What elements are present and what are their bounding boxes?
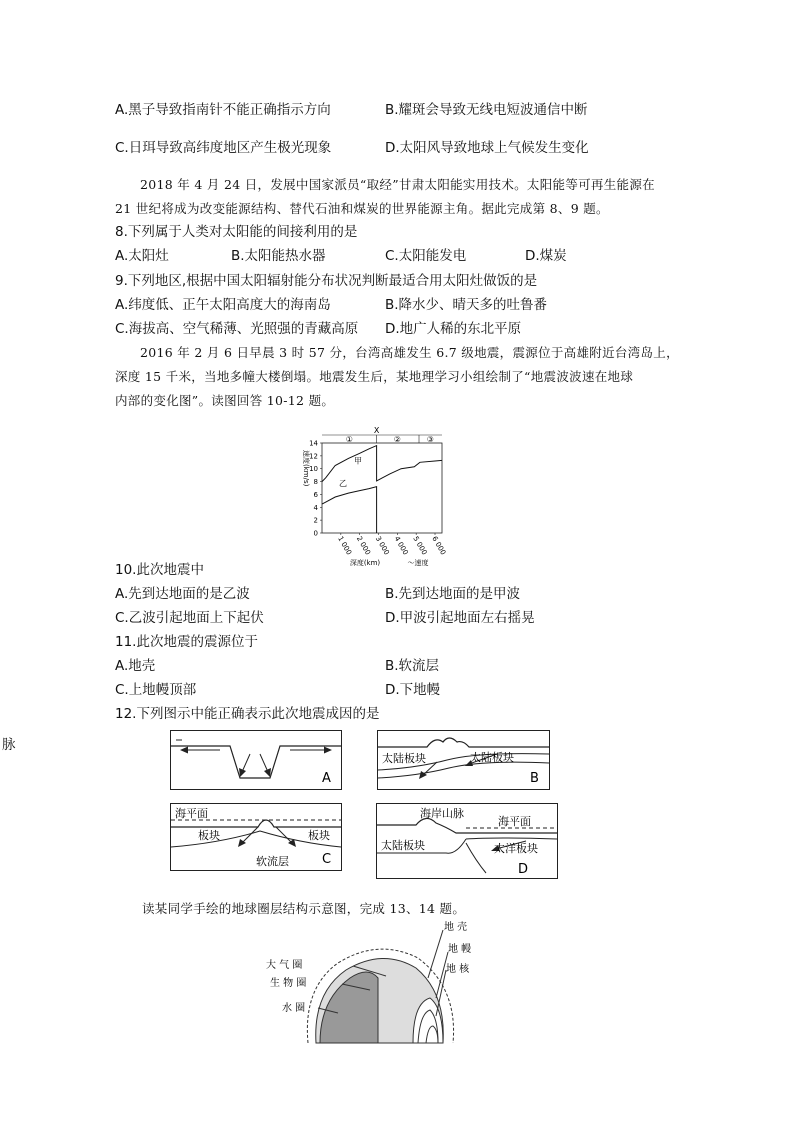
passage1-line2: 21 世纪将成为改变能源结构、替代石油和煤炭的世界能源主角。据此完成第 8、9 题。 <box>115 201 609 216</box>
q8-option-b: B.太阳能热水器 <box>231 248 326 264</box>
y-tick-label: 14 <box>309 439 318 448</box>
series-line-甲 <box>322 446 442 482</box>
q12-stem: 12.下列图示中能正确表示此次地震成因的是 <box>115 706 380 722</box>
y-tick-label: 4 <box>313 503 318 512</box>
x-tick-label: 1 000 <box>336 535 354 557</box>
y-tick-label: 6 <box>313 490 318 499</box>
plate-diagram-b <box>377 730 550 790</box>
boundary-label: X <box>373 426 380 435</box>
plate-diagram-d <box>376 803 558 879</box>
passage2-line1: 2016 年 2 月 6 日早晨 3 时 57 分，台湾高雄发生 6.7 级地震，震源位于高雄附近台湾岛上， <box>140 345 679 360</box>
diagram-a-letter: A <box>322 771 331 786</box>
q9-option-c: C.海拔高、空气稀薄、光照强的青藏高原 <box>115 321 359 337</box>
plate-diagram-a <box>170 730 342 790</box>
diagram-d-left-label: 太陆板块 <box>381 839 425 852</box>
passage2-line3: 内部的变化图”。读图回答 10-12 题。 <box>115 393 335 408</box>
q10-option-a: A.先到达地面的是乙波 <box>115 586 250 602</box>
q9-stem: 9.下列地区,根据中国太阳辐射能分布状况判断最适合用太阳灶做饭的是 <box>115 273 538 289</box>
diagram-c-sea-label: 海平面 <box>175 807 208 820</box>
chart-series <box>322 446 442 533</box>
q8-stem: 8.下列属于人类对太阳能的间接利用的是 <box>115 224 358 240</box>
series-line-乙 <box>322 487 377 533</box>
q8-option-d: D.煤炭 <box>525 248 567 264</box>
diagram-d-letter: D <box>518 862 529 877</box>
mantle-label: 地 幔 <box>448 944 472 955</box>
q9-option-a: A.纬度低、正午太阳高度大的海南岛 <box>115 297 331 313</box>
q7-option-b: B.耀斑会导致无线电短波通信中断 <box>385 102 588 118</box>
q10-stem: 10.此次地震中 <box>115 562 204 578</box>
q7-option-c: C.日珥导致高纬度地区产生极光现象 <box>115 140 332 156</box>
diagram-d-sea-label: 海平面 <box>498 815 531 828</box>
y-tick-label: 8 <box>313 478 318 487</box>
zone-label: ② <box>393 435 401 444</box>
crust-label: 地 壳 <box>444 922 468 933</box>
zone-label: ① <box>345 435 353 444</box>
seismic-wave-chart <box>290 420 460 570</box>
passage3-line1: 读某同学手绘的地球圈层结构示意图，完成 13、14 题。 <box>142 901 466 916</box>
diagram-c-bottom-label: 软流层 <box>256 855 289 868</box>
diagram-b-right-label: 太陆板块 <box>470 751 514 764</box>
x-tick-label: 4 000 <box>392 535 410 557</box>
y-axis-label: 速度(km/s) <box>302 450 310 487</box>
q7-option-d: D.太阳风导致地球上气候发生变化 <box>385 140 589 156</box>
diagram-c-left-label: 板块 <box>198 829 220 842</box>
y-tick-label: 2 <box>313 516 318 525</box>
diagram-c-letter: C <box>322 852 332 867</box>
q10-option-d: D.甲波引起地面左右摇晃 <box>385 610 535 626</box>
atmosphere-label: 大 气 圈 <box>266 960 303 971</box>
legend-note: ～速度 <box>407 559 429 567</box>
y-tick-label: 10 <box>309 465 318 474</box>
q10-option-c: C.乙波引起地面上下起伏 <box>115 610 264 626</box>
biosphere-label: 生 物 圈 <box>270 978 307 989</box>
series-label: 乙 <box>338 479 347 489</box>
hydrosphere-label: 水 圈 <box>282 1003 306 1014</box>
x-tick-label: 5 000 <box>411 535 429 557</box>
q11-option-a: A.地壳 <box>115 658 156 674</box>
q11-option-c: C.上地幔顶部 <box>115 682 197 698</box>
x-tick-label: 2 000 <box>354 535 372 557</box>
passage2-line2: 深度 15 千米，当地多幢大楼倒塌。地震发生后，某地理学习小组绘制了“地震波波速在地球 <box>115 369 634 384</box>
chart-axes <box>309 426 447 556</box>
q11-stem: 11.此次地震的震源位于 <box>115 634 258 650</box>
zone-label: ③ <box>426 435 434 444</box>
q9-option-d: D.地广人稀的东北平原 <box>385 321 522 337</box>
core-label: 地 核 <box>446 964 470 975</box>
diagram-d-right-label: 太洋板块 <box>494 842 538 855</box>
y-tick-label: 0 <box>313 529 318 538</box>
series-label: 甲 <box>354 456 363 466</box>
q11-option-d: D.下地幔 <box>385 682 441 698</box>
y-tick-label: 12 <box>309 452 318 461</box>
q8-option-a: A.太阳灶 <box>115 248 169 264</box>
margin-char: 脉 <box>2 737 16 753</box>
x-tick-label: 6 000 <box>430 535 448 557</box>
x-tick-label: 3 000 <box>373 535 391 557</box>
diagram-c-right-label: 板块 <box>308 829 330 842</box>
q10-option-b: B.先到达地面的是甲波 <box>385 586 521 602</box>
q9-option-b: B.降水少、晴天多的吐鲁番 <box>385 297 548 313</box>
passage1-line1: 2018 年 4 月 24 日，发展中国家派员“取经”甘肃太阳能实用技术。太阳能等可再生能源在 <box>140 177 655 192</box>
x-axis-label: 深度(km) <box>349 559 381 567</box>
q11-option-b: B.软流层 <box>385 658 440 674</box>
diagram-d-mountain-label: 海岸山脉 <box>420 807 464 820</box>
earth-sphere-diagram <box>258 918 488 1050</box>
plate-diagram-c <box>170 803 342 871</box>
diagram-b-left-label: 太陆板块 <box>382 752 426 765</box>
diagram-b-letter: B <box>530 771 539 786</box>
q8-option-c: C.太阳能发电 <box>385 248 467 264</box>
q7-option-a: A.黑子导致指南针不能正确指示方向 <box>115 102 331 118</box>
